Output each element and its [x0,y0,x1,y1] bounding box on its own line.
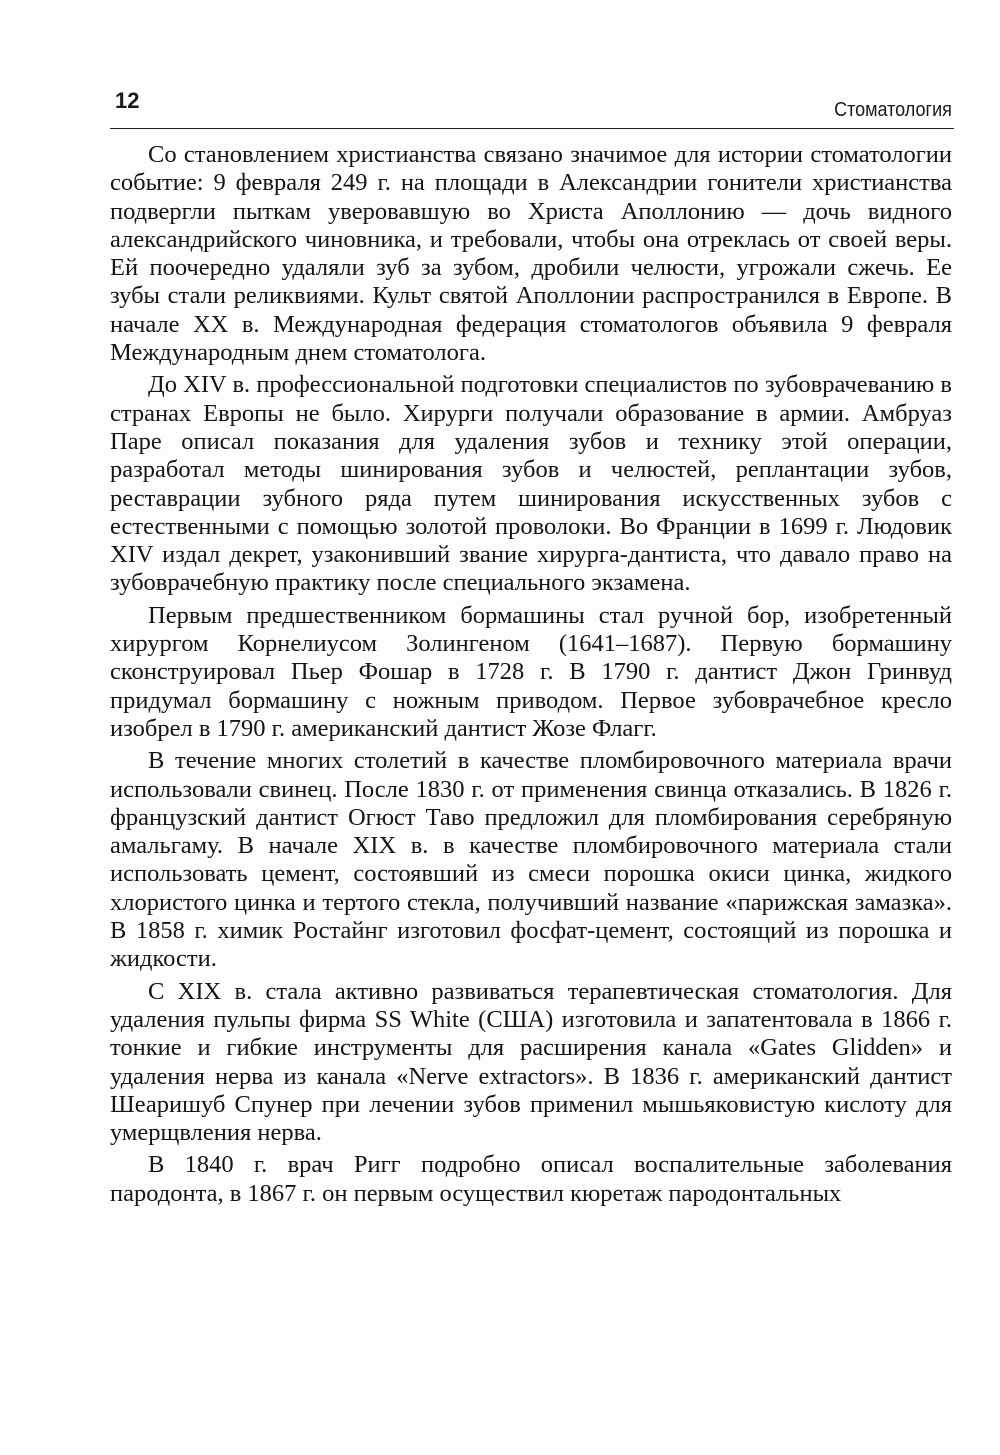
header-rule [110,128,954,129]
paragraph-training: До XIV в. профессиональной подготовки специалистов по зубоврачеванию в странах Европы не было. Хирурги получали образование в армии. Амбруаз Паре описал показания для удаления зубов и технику этой операции, разработал методы шинирования зубов и челюстей, реплантации зубов, реставрации зубного ряда путем шинирования искусственных зубов с естественными с помощью золотой проволоки. Во Франции в 1699 г. Людовик XIV издал декрет, узаконивший звание хирурга-дантиста, что давало право на зубоврачебную практику после специального экзамена. [110,371,952,597]
running-title: Стоматология [834,99,952,121]
paragraph-filling: В течение многих столетий в качестве пломбировочного материала врачи использовали свинец. После 1830 г. от применения свинца отказались. В 1826 г. французский дантист Огюст Таво предложил для пломбирования серебряную амальгаму. В начале XIX в. в качестве пломбировочного материала стали использовать цемент, состоявший из смеси порошка окиси цинка, жидкого хлористого цинка и тертого стекла, получивший название «парижская замазка». В 1858 г. химик Ростайнг изготовил фосфат-цемент, состоящий из порошка и жидкости. [110,747,952,973]
body-text [110,141,952,1212]
paragraph-apollonia: Со становлением христианства связано значимое для истории стоматологии событие: 9 февраля 249 г. на площади в Александрии гонители христианства подвергли пыткам уверовавшую во Христа Аполлонию — дочь видного александрийского чиновника, и требовали, чтобы она отреклась от своей веры. Ей поочередно удаляли зуб за зубом, дробили челюсти, угрожали сжечь. Ее зубы стали реликвиями. Культ святой Аполлонии распространился в Европе. В начале XX в. Международная федерация стоматологов объявила 9 февраля Международным днем стоматолога. [110,141,952,367]
paragraph-therapeutic: С XIX в. стала активно развиваться терапевтическая стоматология. Для удаления пульпы фирма SS White (США) изготовила и запатентовала в 1866 г. тонкие и гибкие инструменты для расширения канала «Gates Glidden» и удаления нерва из канала «Nerve extractors». В 1836 г. американский дантист Шеаришуб Спунер при лечении зубов применил мышьяковистую кислоту для умерщвления нерва. [110,977,952,1147]
page-number: 12 [115,88,140,113]
paragraph-drill: Первым предшественником бормашины стал ручной бор, изобретенный хирургом Корнелиусом Золингеном (1641–1687). Первую бормашину сконструировал Пьер Фошар в 1728 г. В 1790 г. дантист Джон Гринвуд придумал бормашину с ножным приводом. Первое зубоврачебное кресло изобрел в 1790 г. американский дантист Жозе Флагг. [110,601,952,742]
paragraph-periodontal: В 1840 г. врач Ригг подробно описал воспалительные заболевания пародонта, в 1867 г. он первым осуществил кюретаж пародонтальных [110,1151,952,1207]
